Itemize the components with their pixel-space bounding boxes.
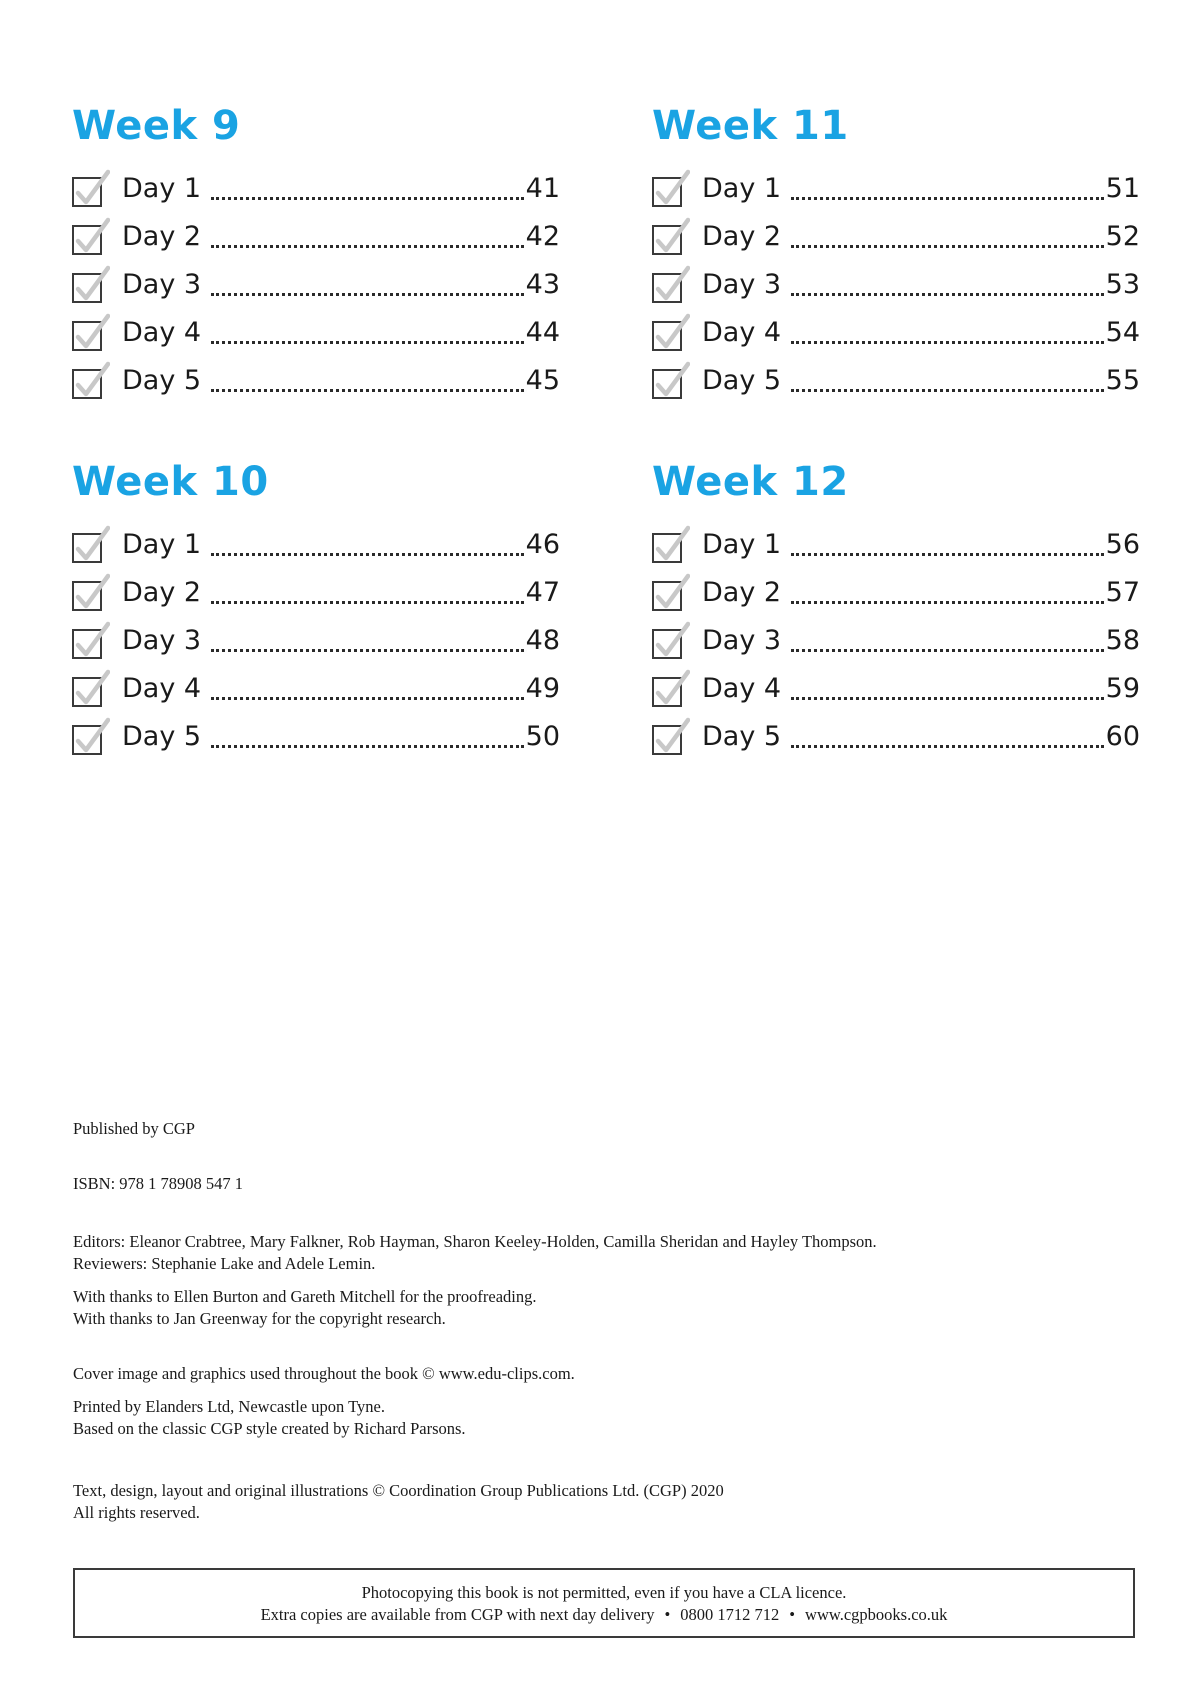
page-number: 52: [1105, 221, 1140, 252]
page-number: 43: [525, 269, 560, 300]
checkbox[interactable]: [652, 577, 686, 611]
bullet-separator: •: [789, 1605, 796, 1624]
notice-line-1: Photocopying this book is not permitted, even if you have a CLA licence.: [361, 1583, 847, 1602]
notice-line-2: [75, 1604, 1133, 1626]
dot-leader: [211, 697, 524, 700]
dot-leader: [211, 649, 524, 652]
checkbox[interactable]: [652, 365, 686, 399]
page-number: 58: [1105, 625, 1140, 656]
checkmark-icon: [74, 313, 110, 351]
day-label: Day 5: [122, 721, 202, 752]
day-label: Day 4: [702, 317, 782, 348]
website-link[interactable]: www.cgpbooks.co.uk: [805, 1605, 948, 1624]
checkbox[interactable]: [652, 173, 686, 207]
dot-leader: [791, 553, 1104, 556]
day-label: Day 3: [122, 269, 202, 300]
day-label: Day 1: [702, 529, 782, 560]
checkmark-icon: [74, 525, 110, 563]
cover-image-credit: Cover image and graphics used throughout the book © www.edu-clips.com.: [73, 1364, 575, 1383]
day-label: Day 1: [122, 173, 202, 204]
day-row: [652, 305, 1140, 353]
day-label: Day 5: [702, 721, 782, 752]
checkbox[interactable]: [72, 721, 106, 755]
page-number: 51: [1105, 173, 1140, 204]
week-title: Week 9: [72, 103, 241, 149]
day-row: [72, 709, 560, 757]
day-row: [72, 209, 560, 257]
week-12-section: [652, 457, 1140, 757]
week-title: Week 10: [72, 459, 269, 505]
checkmark-icon: [654, 669, 690, 707]
week-10-section: [72, 457, 560, 757]
day-row: [72, 257, 560, 305]
checkmark-icon: [654, 621, 690, 659]
page-number: 44: [525, 317, 560, 348]
day-label: Day 5: [702, 365, 782, 396]
checkmark-icon: [74, 669, 110, 707]
page-number: 60: [1105, 721, 1140, 752]
day-row: [652, 613, 1140, 661]
day-row: [652, 353, 1140, 401]
dot-leader: [791, 293, 1104, 296]
day-row: [652, 161, 1140, 209]
day-row: [72, 613, 560, 661]
checkbox[interactable]: [72, 173, 106, 207]
checkbox[interactable]: [72, 529, 106, 563]
page-number: 49: [525, 673, 560, 704]
checkbox[interactable]: [652, 673, 686, 707]
publishing-credits: [73, 1118, 1133, 1524]
printed-by: Printed by Elanders Ltd, Newcastle upon Tyne.: [73, 1397, 385, 1416]
checkbox[interactable]: [652, 529, 686, 563]
week-9-section: [72, 101, 560, 401]
published-by: Published by CGP: [73, 1119, 195, 1138]
day-list: [72, 517, 560, 757]
day-label: Day 4: [702, 673, 782, 704]
dot-leader: [211, 341, 524, 344]
page-number: 57: [1105, 577, 1140, 608]
day-label: Day 2: [122, 577, 202, 608]
checkmark-icon: [654, 217, 690, 255]
dot-leader: [211, 389, 524, 392]
thanks-proofreading: With thanks to Ellen Burton and Gareth Mitchell for the proofreading.: [73, 1287, 537, 1306]
thanks-copyright: With thanks to Jan Greenway for the copyright research.: [73, 1309, 446, 1328]
page-number: 48: [525, 625, 560, 656]
checkbox[interactable]: [72, 577, 106, 611]
copyright: Text, design, layout and original illustrations © Coordination Group Publications Ltd. (CGP) 2020: [73, 1481, 724, 1500]
page-number: 47: [525, 577, 560, 608]
week-11-section: [652, 101, 1140, 401]
page-number: 56: [1105, 529, 1140, 560]
checkbox[interactable]: [652, 721, 686, 755]
checkmark-icon: [654, 717, 690, 755]
based-on: Based on the classic CGP style created by Richard Parsons.: [73, 1419, 466, 1438]
dot-leader: [791, 649, 1104, 652]
reviewers: Reviewers: Stephanie Lake and Adele Lemin.: [73, 1254, 376, 1273]
dot-leader: [211, 745, 524, 748]
day-list: [652, 161, 1140, 401]
dot-leader: [791, 245, 1104, 248]
day-row: [72, 161, 560, 209]
week-title: Week 12: [652, 459, 849, 505]
day-label: Day 2: [702, 221, 782, 252]
day-label: Day 3: [702, 625, 782, 656]
phone-number: 0800 1712 712: [680, 1605, 780, 1624]
day-label: Day 1: [122, 529, 202, 560]
page-number: 54: [1105, 317, 1140, 348]
day-row: [652, 257, 1140, 305]
checkmark-icon: [74, 169, 110, 207]
checkbox[interactable]: [652, 625, 686, 659]
day-row: [652, 565, 1140, 613]
bullet-separator: •: [664, 1605, 671, 1624]
day-row: [652, 661, 1140, 709]
page-number: 59: [1105, 673, 1140, 704]
day-label: Day 5: [122, 365, 202, 396]
checkmark-icon: [654, 573, 690, 611]
rights-reserved: All rights reserved.: [73, 1503, 200, 1522]
checkbox[interactable]: [72, 221, 106, 255]
dot-leader: [211, 293, 524, 296]
checkmark-icon: [654, 313, 690, 351]
week-title: Week 11: [652, 103, 849, 149]
checkbox[interactable]: [72, 673, 106, 707]
dot-leader: [791, 601, 1104, 604]
day-label: Day 4: [122, 673, 202, 704]
checkbox[interactable]: [652, 317, 686, 351]
page-number: 41: [525, 173, 560, 204]
day-row: [72, 517, 560, 565]
isbn: ISBN: 978 1 78908 547 1: [73, 1174, 244, 1193]
page-number: 53: [1105, 269, 1140, 300]
dot-leader: [211, 197, 524, 200]
checkbox[interactable]: [652, 221, 686, 255]
editors: Editors: Eleanor Crabtree, Mary Falkner, Rob Hayman, Sharon Keeley-Holden, Camilla Sheridan and Hayley Thompson.: [73, 1232, 877, 1251]
page-number: 55: [1105, 365, 1140, 396]
page-number: 42: [525, 221, 560, 252]
checkmark-icon: [74, 717, 110, 755]
dot-leader: [211, 601, 524, 604]
checkbox[interactable]: [72, 365, 106, 399]
checkbox[interactable]: [72, 317, 106, 351]
day-list: [72, 161, 560, 401]
day-row: [652, 709, 1140, 757]
day-label: Day 2: [122, 221, 202, 252]
day-row: [72, 353, 560, 401]
checkmark-icon: [74, 573, 110, 611]
day-label: Day 3: [122, 625, 202, 656]
dot-leader: [791, 389, 1104, 392]
page-number: 50: [525, 721, 560, 752]
day-row: [72, 305, 560, 353]
delivery-text: Extra copies are available from CGP with next day delivery: [260, 1605, 655, 1624]
day-list: [652, 517, 1140, 757]
day-label: Day 2: [702, 577, 782, 608]
checkmark-icon: [654, 169, 690, 207]
day-label: Day 1: [702, 173, 782, 204]
checkbox[interactable]: [72, 625, 106, 659]
dot-leader: [211, 553, 524, 556]
day-row: [652, 517, 1140, 565]
dot-leader: [791, 697, 1104, 700]
dot-leader: [791, 745, 1104, 748]
day-row: [652, 209, 1140, 257]
day-label: Day 3: [702, 269, 782, 300]
checkmark-icon: [654, 525, 690, 563]
checkmark-icon: [74, 217, 110, 255]
dot-leader: [791, 197, 1104, 200]
day-label: Day 4: [122, 317, 202, 348]
dot-leader: [211, 245, 524, 248]
page-number: 46: [525, 529, 560, 560]
day-row: [72, 565, 560, 613]
checkmark-icon: [654, 361, 690, 399]
dot-leader: [791, 341, 1104, 344]
checkmark-icon: [74, 361, 110, 399]
checkbox[interactable]: [652, 269, 686, 303]
checkmark-icon: [74, 265, 110, 303]
photocopy-notice-box: [73, 1568, 1135, 1638]
checkbox[interactable]: [72, 269, 106, 303]
checkmark-icon: [74, 621, 110, 659]
page-number: 45: [525, 365, 560, 396]
day-row: [72, 661, 560, 709]
checkmark-icon: [654, 265, 690, 303]
